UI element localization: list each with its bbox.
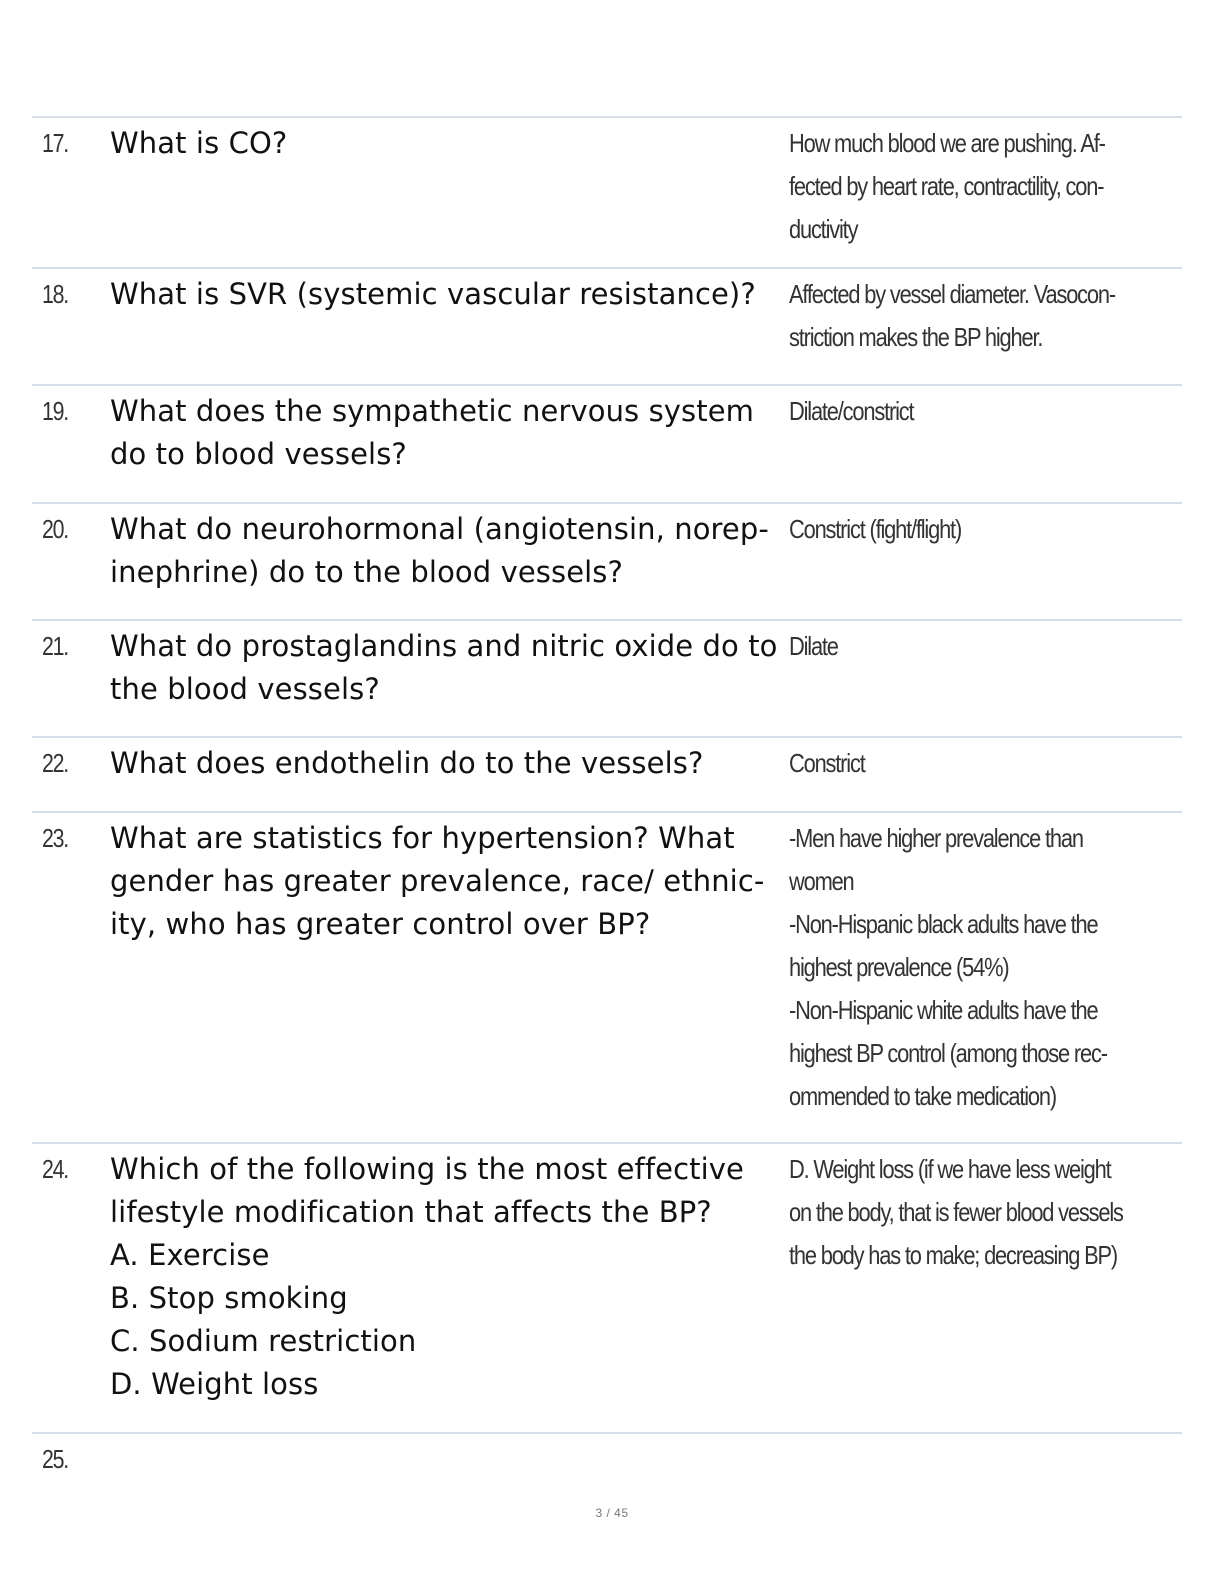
- question-line: ity, who has greater control over BP?: [110, 907, 651, 941]
- question-line: gender has greater prevalence, race/ ethnic-: [110, 864, 765, 898]
- answer-line: Dilate: [789, 631, 838, 661]
- answer-line: women: [789, 866, 854, 896]
- card-row-22: [32, 738, 1182, 813]
- answer-line: ommended to take medication): [789, 1081, 1056, 1111]
- answer-line: the body has to make; decreasing BP): [789, 1240, 1117, 1270]
- card-question: [110, 742, 790, 785]
- card-answer: [789, 122, 1179, 251]
- card-question: [110, 390, 790, 476]
- card-number: 24.: [42, 1154, 68, 1184]
- card-number: 17.: [42, 128, 68, 158]
- card-question: [110, 273, 790, 316]
- page-indicator: 3 / 45: [595, 1506, 629, 1520]
- answer-line: Affected by vessel diameter. Vasocon-: [789, 279, 1115, 309]
- answer-line: -Non-Hispanic white adults have the: [789, 995, 1098, 1025]
- card-answer: [789, 508, 1179, 551]
- answer-line: Constrict: [789, 748, 865, 778]
- question-line: What are statistics for hypertension? What: [110, 821, 735, 855]
- card-row-21: [32, 621, 1182, 738]
- card-row-24: [32, 1144, 1182, 1434]
- card-number: 19.: [42, 396, 68, 426]
- answer-line: D. Weight loss (if we have less weight: [789, 1154, 1111, 1184]
- card-question: [110, 625, 790, 711]
- card-answer: [789, 742, 1179, 785]
- answer-line: Constrict (fight/flight): [789, 514, 962, 544]
- answer-line: -Men have higher prevalence than: [789, 823, 1083, 853]
- card-row-20: [32, 504, 1182, 621]
- question-line: What is SVR (systemic vascular resistance)?: [110, 277, 756, 311]
- answer-option-b: B. Stop smoking: [110, 1281, 348, 1315]
- card-row-18: [32, 269, 1182, 386]
- card-row-23: [32, 813, 1182, 1144]
- answer-line: Dilate/constrict: [789, 396, 914, 426]
- card-answer: [789, 1148, 1179, 1277]
- card-question: [110, 122, 790, 165]
- question-line: What does the sympathetic nervous system: [110, 394, 755, 428]
- card-question: [110, 508, 790, 594]
- question-line: What do prostaglandins and nitric oxide do to: [110, 629, 778, 663]
- answer-line: striction makes the BP higher.: [789, 322, 1043, 352]
- card-number: 21.: [42, 631, 68, 661]
- card-question: [110, 817, 790, 946]
- answer-line: highest BP control (among those rec-: [789, 1038, 1107, 1068]
- card-answer: [789, 625, 1179, 668]
- question-line: do to blood vessels?: [110, 437, 407, 471]
- card-number: 25.: [42, 1444, 68, 1474]
- card-question: [110, 1148, 790, 1406]
- question-line: Which of the following is the most effective: [110, 1152, 744, 1186]
- answer-option-d: D. Weight loss: [110, 1367, 319, 1401]
- card-row-25: [32, 1434, 1182, 1506]
- question-line: What is CO?: [110, 126, 288, 160]
- card-number: 18.: [42, 279, 68, 309]
- card-number: 23.: [42, 823, 68, 853]
- flashcard-list: [32, 116, 1182, 1506]
- answer-option-c: C. Sodium restriction: [110, 1324, 417, 1358]
- answer-line: ductivity: [789, 214, 858, 244]
- question-line: lifestyle modification that affects the BP?: [110, 1195, 712, 1229]
- card-number: 22.: [42, 748, 68, 778]
- answer-line: -Non-Hispanic black adults have the: [789, 909, 1098, 939]
- card-row-19: [32, 386, 1182, 504]
- card-number: 20.: [42, 514, 68, 544]
- card-answer: [789, 390, 1179, 433]
- question-line: the blood vessels?: [110, 672, 380, 706]
- card-answer: [789, 817, 1179, 1118]
- question-line: What does endothelin do to the vessels?: [110, 746, 704, 780]
- question-line: inephrine) do to the blood vessels?: [110, 555, 624, 589]
- question-line: What do neurohormonal (angiotensin, norep-: [110, 512, 769, 546]
- card-row-17: [32, 118, 1182, 269]
- answer-line: highest prevalence (54%): [789, 952, 1009, 982]
- answer-line: How much blood we are pushing. Af-: [789, 128, 1105, 158]
- answer-line: fected by heart rate, contractility, con-: [789, 171, 1104, 201]
- answer-line: on the body, that is fewer blood vessels: [789, 1197, 1123, 1227]
- answer-option-a: A. Exercise: [110, 1238, 270, 1272]
- card-answer: [789, 273, 1179, 359]
